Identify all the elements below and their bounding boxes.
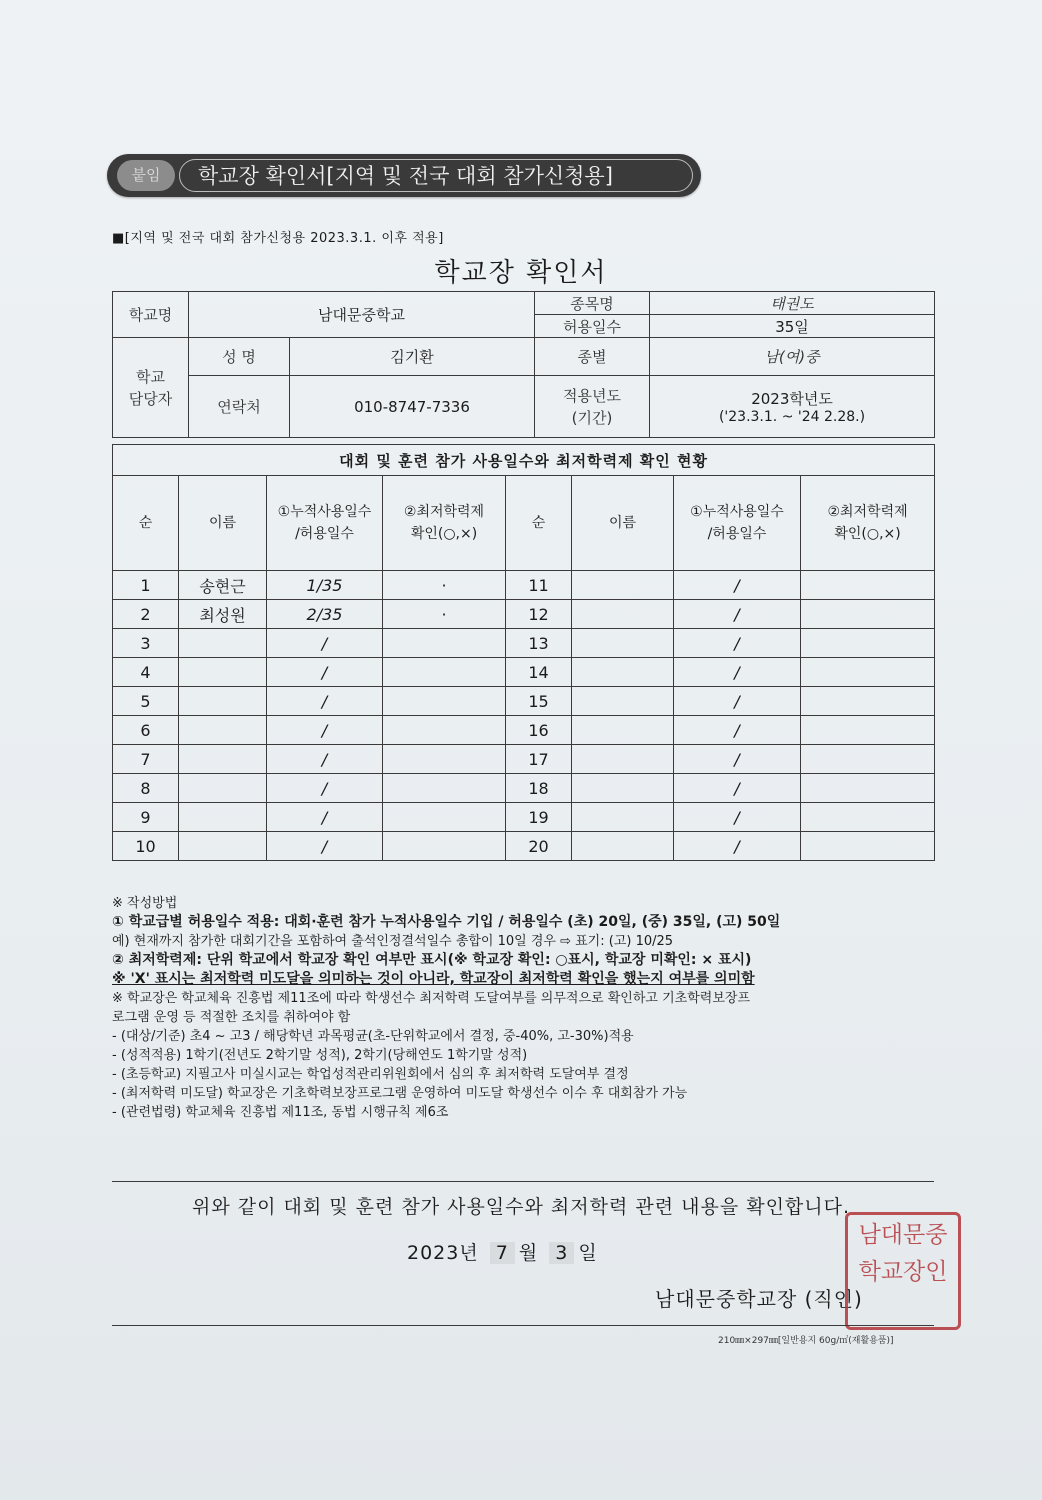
table-cell-chk bbox=[383, 832, 506, 861]
table-cell-days: / bbox=[267, 716, 383, 745]
col-header: 이름 bbox=[572, 476, 674, 571]
table-row bbox=[113, 803, 935, 832]
status-table bbox=[112, 444, 935, 861]
col-header: 순 bbox=[506, 476, 572, 571]
table-cell-days: / bbox=[674, 687, 801, 716]
table-cell-days: / bbox=[267, 803, 383, 832]
table-cell-name bbox=[179, 803, 267, 832]
table-row bbox=[113, 832, 935, 861]
instruction-line: - (관련법령) 학교체육 진흥법 제11조, 동법 시행규칙 제6조 bbox=[112, 1105, 449, 1120]
date-day: 3 bbox=[549, 1242, 574, 1264]
table-cell-chk bbox=[383, 716, 506, 745]
divider bbox=[112, 1325, 934, 1326]
school-value: 남대문중학교 bbox=[189, 292, 535, 338]
table-cell-name bbox=[179, 774, 267, 803]
gender-value: 남(여)중 bbox=[650, 338, 935, 376]
table-cell-days: / bbox=[674, 716, 801, 745]
table-cell-n: 14 bbox=[506, 658, 572, 687]
table-cell-name bbox=[572, 629, 674, 658]
table-cell-days: 2/35 bbox=[267, 600, 383, 629]
table-cell-name: 최성원 bbox=[179, 600, 267, 629]
table-cell-days: / bbox=[674, 803, 801, 832]
date-month: 7 bbox=[490, 1242, 515, 1264]
table-cell-name bbox=[572, 600, 674, 629]
table-cell-chk bbox=[383, 745, 506, 774]
table-cell-days: / bbox=[267, 832, 383, 861]
sport-label: 종목명 bbox=[535, 292, 650, 315]
table-row bbox=[113, 658, 935, 687]
instruction-line: - (대상/기준) 초4 ~ 고3 / 해당학년 과목평균(초-단위학교에서 결정, 중-40%, 고-30%)적용 bbox=[112, 1029, 634, 1044]
header-banner bbox=[107, 154, 701, 197]
official-seal: 남대문중학교장인 bbox=[845, 1212, 961, 1330]
table-cell-name bbox=[572, 832, 674, 861]
year-label: 적용년도 (기간) bbox=[535, 376, 650, 438]
table-cell-n: 19 bbox=[506, 803, 572, 832]
days-label: 허용일수 bbox=[535, 315, 650, 338]
table-cell-n: 8 bbox=[113, 774, 179, 803]
table-cell-name bbox=[179, 658, 267, 687]
date-line bbox=[407, 1238, 598, 1265]
table-cell-n: 16 bbox=[506, 716, 572, 745]
year-cell bbox=[650, 376, 935, 438]
date-year: 2023년 bbox=[407, 1242, 479, 1264]
col-header: ②최저학력제 확인(○,×) bbox=[801, 476, 935, 571]
table-cell-days: / bbox=[674, 745, 801, 774]
instruction-line: ※ 작성방법 bbox=[112, 896, 178, 911]
table-cell-name bbox=[179, 687, 267, 716]
instruction-line: - (최저학력 미도달) 학교장은 기초학력보장프로그램 운영하여 미도달 학생선수 이수 후 대회참가 가능 bbox=[112, 1086, 688, 1101]
table-cell-chk bbox=[801, 600, 935, 629]
table-cell-days: / bbox=[267, 745, 383, 774]
table-cell-n: 15 bbox=[506, 687, 572, 716]
confirm-text: 위와 같이 대회 및 훈련 참가 사용일수와 최저학력 관련 내용을 확인합니다. bbox=[191, 1196, 851, 1218]
table-cell-n: 18 bbox=[506, 774, 572, 803]
table-row bbox=[113, 745, 935, 774]
table-row bbox=[113, 571, 935, 600]
gender-label: 종별 bbox=[535, 338, 650, 376]
subnote: ■[지역 및 전국 대회 참가신청용 2023.3.1. 이후 적용] bbox=[112, 231, 444, 246]
table-row bbox=[113, 687, 935, 716]
table-cell-days: / bbox=[674, 600, 801, 629]
table-cell-name bbox=[179, 832, 267, 861]
table-cell-chk bbox=[801, 774, 935, 803]
col-header: ②최저학력제 확인(○,×) bbox=[383, 476, 506, 571]
col-header: ①누적사용일수 /허용일수 bbox=[267, 476, 383, 571]
table-cell-chk bbox=[383, 803, 506, 832]
table-cell-days: / bbox=[674, 571, 801, 600]
year-period: ('23.3.1. ~ '24 2.28.) bbox=[718, 409, 866, 425]
table-row bbox=[113, 774, 935, 803]
divider bbox=[112, 1181, 934, 1182]
name-value: 김기환 bbox=[290, 338, 535, 376]
table-cell-n: 12 bbox=[506, 600, 572, 629]
instructions bbox=[112, 894, 942, 1122]
header-title: 학교장 확인서[지역 및 전국 대회 참가신청용] bbox=[179, 159, 693, 192]
instruction-line: - (성적적용) 1학기(전년도 2학기말 성적), 2학기(당해연도 1학기말 성적) bbox=[112, 1048, 528, 1063]
table-cell-n: 11 bbox=[506, 571, 572, 600]
table-cell-n: 9 bbox=[113, 803, 179, 832]
table-cell-chk bbox=[383, 687, 506, 716]
table-cell-name bbox=[572, 803, 674, 832]
table-cell-name bbox=[572, 716, 674, 745]
table-cell-days: / bbox=[267, 687, 383, 716]
principal-signature: 남대문중학교장 (직인) bbox=[655, 1287, 863, 1311]
table-cell-chk bbox=[383, 658, 506, 687]
instruction-line: 로그램 운영 등 적절한 조치를 취하여야 함 bbox=[112, 1010, 351, 1025]
table-cell-days: / bbox=[267, 629, 383, 658]
table-cell-name bbox=[572, 658, 674, 687]
table-cell-chk bbox=[801, 832, 935, 861]
header-tag: 붙임 bbox=[117, 160, 175, 191]
table-cell-chk: · bbox=[383, 600, 506, 629]
table-cell-chk bbox=[801, 629, 935, 658]
school-label: 학교명 bbox=[113, 292, 189, 338]
table-cell-n: 6 bbox=[113, 716, 179, 745]
sport-value: 태권도 bbox=[650, 292, 935, 315]
table-cell-days: / bbox=[267, 774, 383, 803]
table-cell-chk bbox=[801, 803, 935, 832]
table-cell-n: 20 bbox=[506, 832, 572, 861]
col-header: ①누적사용일수 /허용일수 bbox=[674, 476, 801, 571]
table-cell-chk bbox=[801, 716, 935, 745]
table-row bbox=[113, 629, 935, 658]
table-cell-days: 1/35 bbox=[267, 571, 383, 600]
table-cell-name bbox=[572, 687, 674, 716]
table-row bbox=[113, 600, 935, 629]
table-cell-n: 10 bbox=[113, 832, 179, 861]
table-cell-name bbox=[572, 774, 674, 803]
table-cell-name bbox=[179, 716, 267, 745]
col-header: 순 bbox=[113, 476, 179, 571]
paper-info: 210㎜×297㎜[일반용지 60g/㎡(재활용품)] bbox=[718, 1336, 894, 1346]
table-row bbox=[113, 716, 935, 745]
info-table bbox=[112, 291, 935, 438]
table-cell-name bbox=[179, 745, 267, 774]
table-cell-days: / bbox=[674, 774, 801, 803]
table-cell-days: / bbox=[267, 658, 383, 687]
table-cell-n: 7 bbox=[113, 745, 179, 774]
instruction-line: ② 최저학력제: 단위 학교에서 학교장 확인 여부만 표시(※ 학교장 확인: ○표시, 학교장 미확인: × 표시) bbox=[112, 952, 752, 968]
date-day-unit: 일 bbox=[578, 1242, 598, 1264]
table-cell-name bbox=[572, 571, 674, 600]
manager-label: 학교 담당자 bbox=[113, 338, 189, 438]
table-cell-chk: · bbox=[383, 571, 506, 600]
table-cell-days: / bbox=[674, 832, 801, 861]
table-cell-chk bbox=[801, 571, 935, 600]
page-title: 학교장 확인서 bbox=[434, 258, 608, 288]
table-cell-n: 3 bbox=[113, 629, 179, 658]
table-cell-n: 5 bbox=[113, 687, 179, 716]
days-value: 35일 bbox=[650, 315, 935, 338]
table-cell-n: 4 bbox=[113, 658, 179, 687]
col-header: 이름 bbox=[179, 476, 267, 571]
status-table-title: 대회 및 훈련 참가 사용일수와 최저학력제 확인 현황 bbox=[113, 445, 935, 476]
table-cell-chk bbox=[383, 629, 506, 658]
table-cell-chk bbox=[801, 745, 935, 774]
date-month-unit: 월 bbox=[518, 1242, 539, 1264]
year-value: 2023학년도 bbox=[751, 390, 833, 408]
instruction-line: 예) 현재까지 참가한 대회기간을 포함하여 출석인정결석일수 총합이 10일 경우 ⇨ 표기: (고) 10/25 bbox=[112, 934, 674, 949]
name-label: 성 명 bbox=[189, 338, 290, 376]
table-cell-n: 17 bbox=[506, 745, 572, 774]
table-cell-name: 송현근 bbox=[179, 571, 267, 600]
table-cell-name bbox=[179, 629, 267, 658]
table-cell-name bbox=[572, 745, 674, 774]
table-cell-chk bbox=[801, 687, 935, 716]
instruction-line: - (초등학교) 지필고사 미실시교는 학업성적관리위원회에서 심의 후 최저학력 도달여부 결정 bbox=[112, 1067, 629, 1082]
instruction-line: ※ 학교장은 학교체육 진흥법 제11조에 따라 학생선수 최저학력 도달여부를 의무적으로 확인하고 기초학력보장프 bbox=[112, 991, 751, 1006]
table-cell-n: 2 bbox=[113, 600, 179, 629]
table-cell-chk bbox=[801, 658, 935, 687]
table-cell-days: / bbox=[674, 658, 801, 687]
table-cell-n: 13 bbox=[506, 629, 572, 658]
instruction-line: ※ 'X' 표시는 최저학력 미도달을 의미하는 것이 아니라, 학교장이 최저학력 확인을 했는지 여부를 의미함 bbox=[112, 971, 755, 987]
table-cell-n: 1 bbox=[113, 571, 179, 600]
table-cell-days: / bbox=[674, 629, 801, 658]
contact-value: 010-8747-7336 bbox=[290, 376, 535, 438]
instruction-line: ① 학교급별 허용일수 적용: 대회·훈련 참가 누적사용일수 기입 / 허용일수 (초) 20일, (중) 35일, (고) 50일 bbox=[112, 914, 781, 930]
contact-label: 연락처 bbox=[189, 376, 290, 438]
table-cell-chk bbox=[383, 774, 506, 803]
